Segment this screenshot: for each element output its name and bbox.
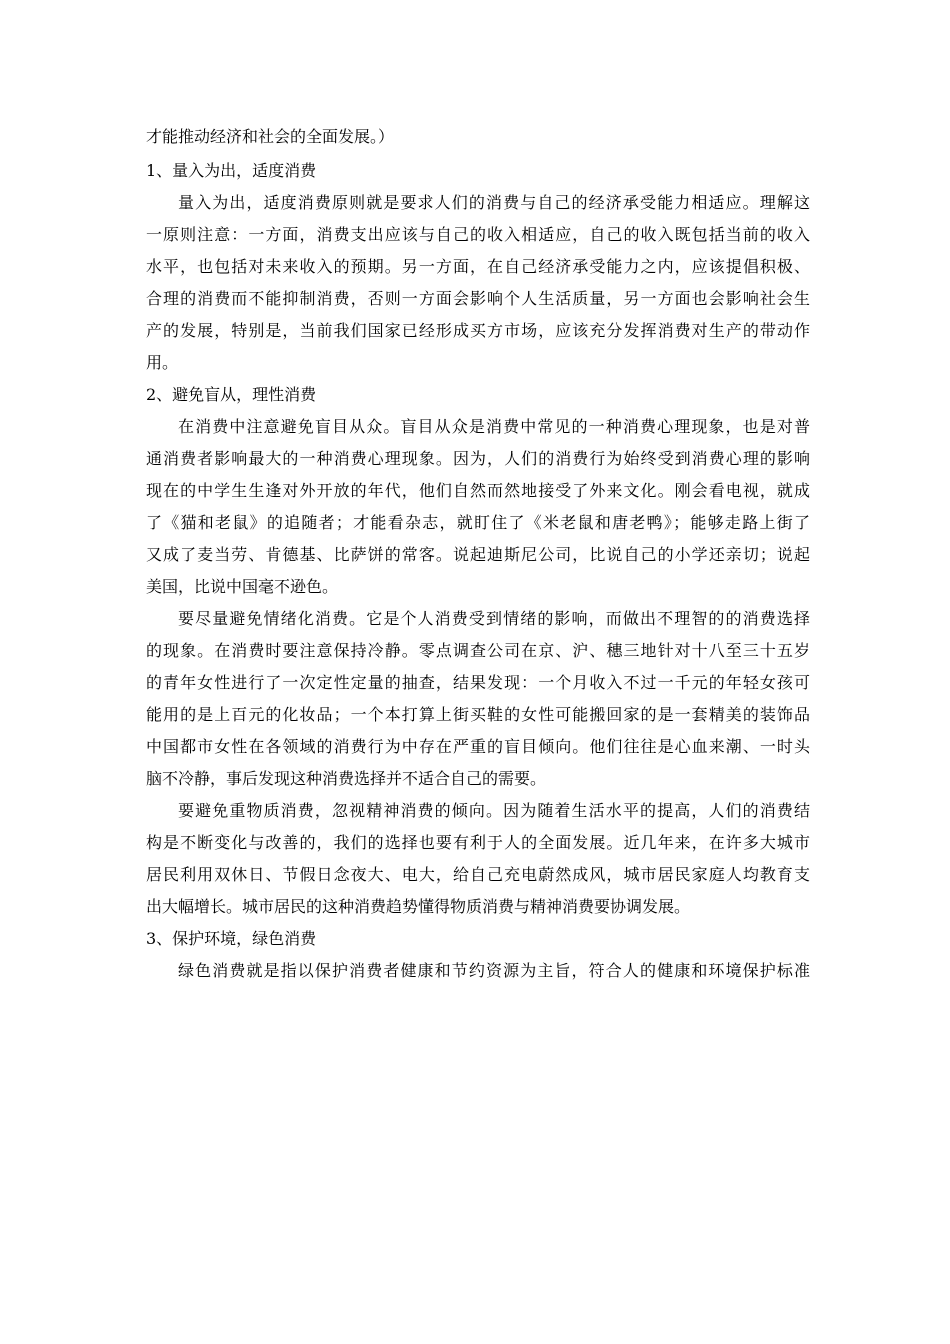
paragraph-line: 脑不冷静，事后发现这种消费选择并不适合自己的需要。: [146, 769, 547, 788]
paragraph-line: 居民利用双休日、节假日念夜大、电大，给自己充电蔚然成风，城市居民家庭人均教育支: [146, 865, 810, 884]
paragraph-line: 构是不断变化与改善的，我们的选择也要有利于人的全面发展。近几年来，在许多大城市: [146, 833, 810, 852]
paragraph-line: 合理的消费而不能抑制消费，否则一方面会影响个人生活质量，另一方面也会影响社会生: [146, 289, 810, 308]
paragraph-line: 用。: [146, 353, 179, 372]
paragraph-line: 现在的中学生生逢对外开放的年代，他们自然而然地接受了外来文化。刚会看电视，就成: [146, 481, 810, 500]
paragraph-line: 水平，也包括对未来收入的预期。另一方面，在自己经济承受能力之内，应该提倡积极、: [146, 257, 810, 276]
paragraph-line: 了《猫和老鼠》的追随者；才能看杂志，就盯住了《米老鼠和唐老鸭》；能够走路上街了: [146, 513, 810, 532]
paragraph-continuation-line: 才能推动经济和社会的全面发展。）: [146, 127, 395, 146]
section-heading-2: 2、避免盲从，理性消费: [146, 385, 317, 404]
paragraph-line: 出大幅增长。城市居民的这种消费趋势懂得物质消费与精神消费要协调发展。: [146, 897, 691, 916]
paragraph-line: 又成了麦当劳、肯德基、比萨饼的常客。说起迪斯尼公司，比说自己的小学还亲切；说起: [146, 545, 810, 564]
paragraph-line: 在消费中注意避免盲目从众。盲目从众是消费中常见的一种消费心理现象，也是对普: [178, 417, 810, 436]
paragraph-line: 的现象。在消费时要注意保持冷静。零点调查公司在京、沪、穗三地针对十八至三十五岁: [146, 641, 810, 660]
paragraph-line: 通消费者影响最大的一种消费心理现象。因为，人们的消费行为始终受到消费心理的影响: [146, 449, 810, 468]
section-heading-1: 1、量入为出，适度消费: [146, 161, 317, 180]
paragraph-line: 产的发展，特别是，当前我们国家已经形成买方市场，应该充分发挥消费对生产的带动作: [146, 321, 810, 340]
paragraph-line: 美国，比说中国毫不逊色。: [146, 577, 339, 596]
paragraph-line: 能用的是上百元的化妆品；一个本打算上街买鞋的女性可能搬回家的是一套精美的装饰品: [146, 705, 810, 724]
paragraph-line: 绿色消费就是指以保护消费者健康和节约资源为主旨，符合人的健康和环境保护标准: [178, 961, 810, 980]
paragraph-line: 要尽量避免情绪化消费。它是个人消费受到情绪的影响，而做出不理智的的消费选择: [178, 609, 810, 628]
paragraph-line: 的青年女性进行了一次定性定量的抽查，结果发现：一个月收入不过一千元的年轻女孩可: [146, 673, 810, 692]
paragraph-line: 中国都市女性在各领域的消费行为中存在严重的盲目倾向。他们往往是心血来潮、一时头: [146, 737, 810, 756]
document-body: [146, 121, 810, 987]
paragraph-line: 要避免重物质消费，忽视精神消费的倾向。因为随着生活水平的提高，人们的消费结: [178, 801, 810, 820]
paragraph-line: 一原则注意：一方面，消费支出应该与自己的收入相适应，自己的收入既包括当前的收入: [146, 225, 810, 244]
section-heading-3: 3、保护环境，绿色消费: [146, 929, 317, 948]
paragraph-line: 量入为出，适度消费原则就是要求人们的消费与自己的经济承受能力相适应。理解这: [178, 193, 810, 212]
